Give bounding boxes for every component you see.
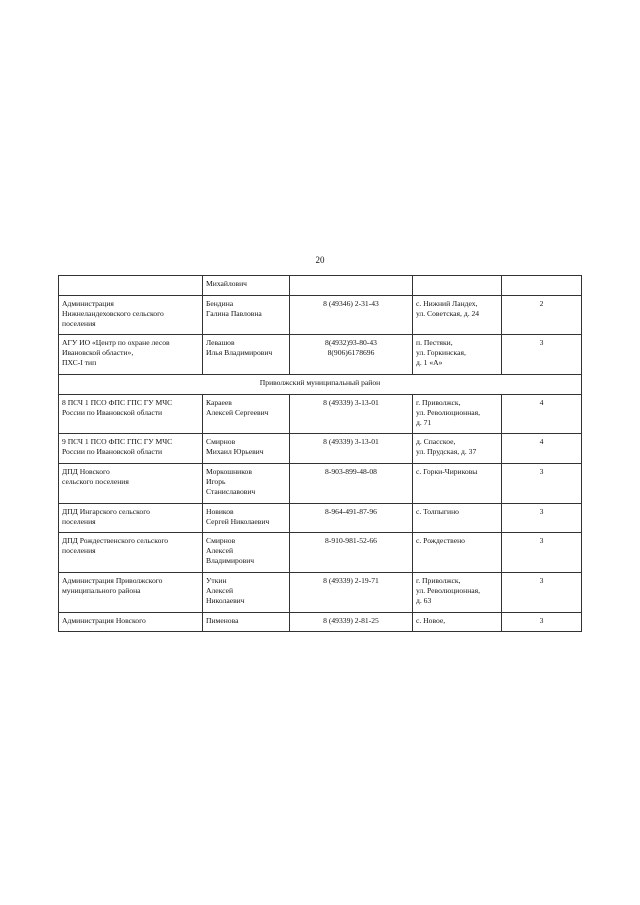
contact-person-cell <box>203 533 290 573</box>
organization-line: поселения <box>62 546 96 556</box>
address-line: с. Горки-Чириковы <box>416 467 478 477</box>
contact-person-cell <box>203 434 290 464</box>
organization-cell <box>59 573 203 613</box>
phone-cell <box>290 276 413 296</box>
organization-line: поселения <box>62 516 96 526</box>
contact-person-line: Михайлович <box>206 279 248 288</box>
contact-person-cell <box>203 335 290 375</box>
phone-cell <box>290 335 413 375</box>
contact-person-line: Пименова <box>206 615 239 625</box>
organization-line: Администрация Новского <box>62 615 146 625</box>
table-row <box>59 335 582 375</box>
phone-line: 8 (49339) 2-81-25 <box>323 615 379 625</box>
number-cell: 2 <box>502 295 582 335</box>
section-title: Приволжский муниципальный район <box>59 375 582 395</box>
address-line: д. 1 «А» <box>416 358 443 368</box>
address-line: г. Приволжск, <box>416 576 461 586</box>
organization-line: Администрация <box>62 298 114 308</box>
organization-cell <box>59 464 203 504</box>
phone-cell <box>290 533 413 573</box>
address-line: д. 71 <box>416 417 432 427</box>
contact-person-cell <box>203 394 290 434</box>
address-cell <box>413 276 502 296</box>
phone-line: 8(4932)93-80-43 <box>325 338 377 348</box>
contact-person-line: Михаил Юрьевич <box>206 447 264 457</box>
number-cell: 3 <box>502 573 582 613</box>
organization-line: Администрация Приволжского <box>62 576 163 586</box>
organization-cell <box>59 434 203 464</box>
table-row <box>59 573 582 613</box>
contact-person-line: Моркошников <box>206 467 252 477</box>
contact-person-line: Смирнов <box>206 536 236 546</box>
phone-line: 8 (49339) 2-19-71 <box>323 576 379 586</box>
address-line: д. Спасское, <box>416 437 456 447</box>
organization-line: АГУ ИО «Центр по охране лесов <box>62 338 170 348</box>
address-line: ул. Горкинская, <box>416 348 466 358</box>
contact-person-line: Алексей <box>206 585 234 595</box>
contact-person-line: Галина Павловна <box>206 308 262 318</box>
contact-person-line: Бендина <box>206 298 234 308</box>
phone-cell <box>290 573 413 613</box>
table-row <box>59 434 582 464</box>
address-line: ул. Революционная, <box>416 585 481 595</box>
organization-line: поселения <box>62 318 96 328</box>
phone-line: 8(906)6178696 <box>327 348 375 358</box>
contact-person-line: Владимирович <box>206 556 255 566</box>
address-line: п. Пестяки, <box>416 338 453 348</box>
address-line: ул. Прудская, д. 37 <box>416 447 477 457</box>
address-cell <box>413 464 502 504</box>
phone-cell <box>290 503 413 533</box>
table-row <box>59 394 582 434</box>
phone-cell <box>290 434 413 464</box>
address-cell <box>413 394 502 434</box>
organization-cell <box>59 612 203 632</box>
section-row <box>59 375 582 395</box>
organization-line: ДПД Рождественского сельского <box>62 536 169 546</box>
phone-line: 8-903-899-48-08 <box>325 467 377 477</box>
contact-person-cell <box>203 612 290 632</box>
organization-cell <box>59 394 203 434</box>
address-line: с. Толпыгино <box>416 506 459 516</box>
number-cell: 3 <box>502 464 582 504</box>
table-row <box>59 295 582 335</box>
number-cell: 3 <box>502 503 582 533</box>
organization-line: ДПД Ингарского сельского <box>62 506 150 516</box>
phone-cell <box>290 612 413 632</box>
number-cell: 3 <box>502 533 582 573</box>
organization-line: Ивановской области», <box>62 348 134 358</box>
address-line: с. Новое, <box>416 615 446 625</box>
address-line: д. 63 <box>416 595 432 605</box>
phone-cell <box>290 394 413 434</box>
address-cell <box>413 335 502 375</box>
number-cell: 4 <box>502 434 582 464</box>
organization-line: России по Ивановской области <box>62 407 163 417</box>
contact-person-line: Новиков <box>206 506 234 516</box>
contact-person-cell <box>203 503 290 533</box>
address-line: г. Приволжск, <box>416 397 461 407</box>
phone-line: 8 (49339) 3-13-01 <box>323 397 379 407</box>
contact-person-line: Станиславович <box>206 486 256 496</box>
address-cell <box>413 434 502 464</box>
organization-line: 8 ПСЧ 1 ПСО ФПС ГПС ГУ МЧС <box>62 397 173 407</box>
organization-cell <box>59 276 203 296</box>
address-line: ул. Революционная, <box>416 407 481 417</box>
phone-line: 8-964-491-87-96 <box>325 506 377 516</box>
contact-person-line: Караеев <box>206 397 232 407</box>
organization-cell <box>59 295 203 335</box>
organization-cell <box>59 503 203 533</box>
phone-cell <box>290 295 413 335</box>
page-number: 20 <box>315 255 325 265</box>
address-cell <box>413 573 502 613</box>
contacts-table <box>58 275 582 632</box>
organization-line: муниципального района <box>62 585 141 595</box>
contact-person-line: Сергей Николаевич <box>206 516 270 526</box>
table-body-after <box>59 394 582 632</box>
contact-person-line: Алексей Сергеевич <box>206 407 269 417</box>
address-line: с. Нижний Ландех, <box>416 298 478 308</box>
phone-line: 8-910-981-52-66 <box>325 536 377 546</box>
table-row <box>59 464 582 504</box>
organization-line: ПХС-I тип <box>62 358 97 368</box>
table-row <box>59 612 582 632</box>
organization-line: Нижнеландеховского сельского <box>62 308 164 318</box>
contact-person-line: Смирнов <box>206 437 236 447</box>
contact-person-cell <box>203 276 290 296</box>
number-cell: 3 <box>502 612 582 632</box>
contact-person-line: Илья Владимирович <box>206 348 273 358</box>
organization-line: ДПД Новского <box>62 467 110 477</box>
address-cell <box>413 503 502 533</box>
address-line: ул. Советская, д. 24 <box>416 308 480 318</box>
contact-person-cell <box>203 295 290 335</box>
organization-line: России по Ивановской области <box>62 447 163 457</box>
contact-person-cell <box>203 464 290 504</box>
number-cell <box>502 276 582 296</box>
number-cell: 4 <box>502 394 582 434</box>
contact-person-line: Николаевич <box>206 595 245 605</box>
address-cell <box>413 533 502 573</box>
organization-line: 9 ПСЧ 1 ПСО ФПС ГПС ГУ МЧС <box>62 437 173 447</box>
table-row <box>59 276 582 296</box>
contact-person-line: Алексей <box>206 546 234 556</box>
organization-line: сельского поселения <box>62 477 129 487</box>
address-cell <box>413 295 502 335</box>
phone-cell <box>290 464 413 504</box>
contact-person-line: Левашов <box>206 338 235 348</box>
contact-person-cell <box>203 573 290 613</box>
phone-line: 8 (49339) 3-13-01 <box>323 437 379 447</box>
section-body <box>59 375 582 395</box>
contact-person-line: Уткин <box>206 576 227 586</box>
organization-cell <box>59 533 203 573</box>
organization-cell <box>59 335 203 375</box>
phone-line: 8 (49346) 2-31-43 <box>323 298 379 308</box>
number-cell: 3 <box>502 335 582 375</box>
contact-person-line: Игорь <box>206 477 226 487</box>
table-body-before <box>59 276 582 375</box>
table-row <box>59 503 582 533</box>
address-line: с. Рождествено <box>416 536 465 546</box>
table-row <box>59 533 582 573</box>
address-cell <box>413 612 502 632</box>
